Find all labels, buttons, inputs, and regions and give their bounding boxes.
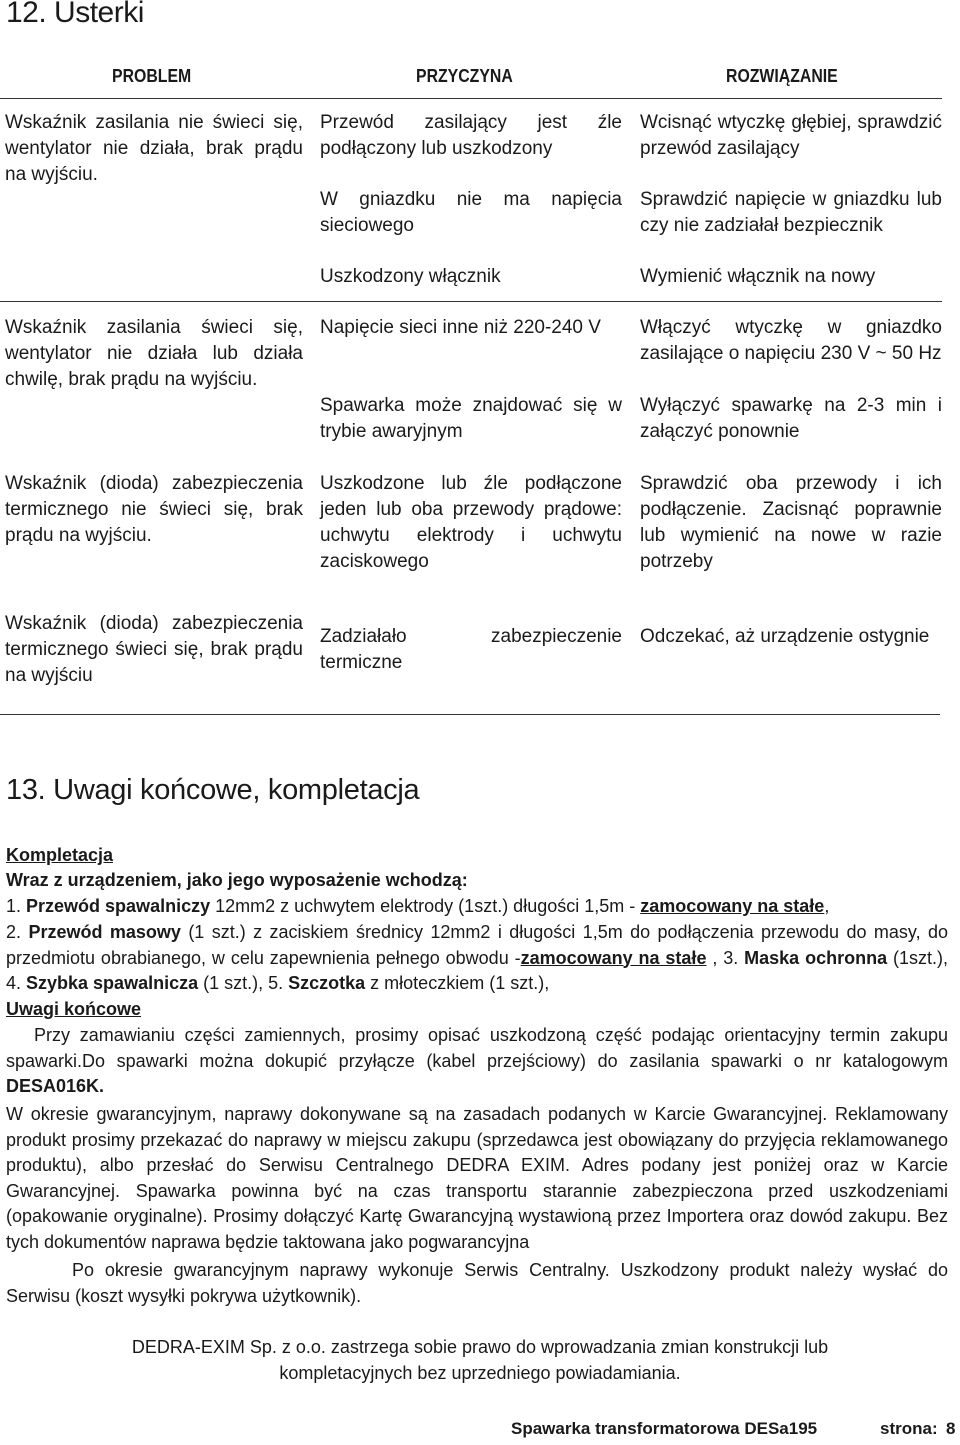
cause-1-1: Przewód zasilający jest źle podłączony lub uszkodzony (320, 112, 622, 159)
cause-3-1: Uszkodzone lub źle podłączone jeden lub oba przewody prądowe: uchwytu elektrody i uchwytu zaciskowego (320, 473, 622, 572)
solution-2-2: Wyłączyć spawarkę na 2-3 min i załączyć ponownie (640, 395, 942, 442)
item-4-text: (1 szt.), 5. (198, 973, 289, 993)
kompletacja-heading: Kompletacja (6, 845, 114, 865)
section-12-title: 12. Usterki (6, 0, 144, 29)
solution-4-1: Odczekać, aż urządzenie ostygnie (640, 626, 930, 647)
kompletacja-list-item-1 (6, 894, 948, 920)
item-5-text: z młoteczkiem (1 szt.), (365, 973, 550, 993)
problem-4: Wskaźnik (dioda) zabezpieczenia termicznego świeci się, brak prądu na wyjściu (5, 613, 303, 686)
cause-1-2: W gniazdku nie ma napięcia sieciowego (320, 189, 622, 236)
item-4-name: Szybka spawalnicza (26, 973, 199, 993)
problem-3: Wskaźnik (dioda) zabezpieczenia termicznego nie świeci się, brak prądu na wyjściu. (5, 473, 303, 546)
column-header-solution: ROZWIĄZANIE (726, 66, 838, 86)
item-2-number: 2. (6, 922, 22, 942)
item-1-name: Przewód spawalniczy (26, 896, 211, 916)
footer-page-number: 8 (946, 1419, 956, 1438)
item-1-text: 12mm2 z uchwytem elektrody (1szt.) długości 1,5m - (210, 896, 641, 916)
footer-page-label: strona: (880, 1419, 938, 1438)
item-5-name: Szczotka (288, 973, 366, 993)
item-2-name: Przewód masowy (28, 922, 181, 942)
item-3-name: Maska ochronna (744, 947, 888, 968)
cause-2-1: Napięcie sieci inne niż 220-240 V (320, 317, 601, 338)
item-2-text: (1 szt.) z zaciskiem średnicy 12mm2 i długości 1,5m do podłączenia przewodu do masy, do przedmiotu obrabianego, w celu zapewnienia pełnego obwodu - (6, 922, 949, 968)
paragraph-warranty: W okresie gwarancyjnym, naprawy dokonywane są na zasadach podanych w Karcie Gwarancyjnej. Reklamowany produkt prosimy przekazać do naprawy w miejscu zakupu (sprzedawca jest obowiązany do przyjęcia reklamowanego produktu), albo przesłać do Serwisu Centralnego DEDRA EXIM. Adres podany jest poniżej oraz w Karcie Gwarancyjnej. Spawarka powinna być na czas transportu starannie zabezpieczona przed uszkodzeniami (opakowanie oryginalne). Prosimy dołączyć Kartę Gwarancyjną wystawioną przez Importera oraz dowód zakupu. Bez tych dokumentów naprawa będzie taktowana jako pogwarancyjna (6, 1104, 948, 1252)
column-header-cause: PRZYCZYNA (416, 66, 513, 86)
header-rule (0, 98, 942, 99)
spare-parts-text: Przy zamawianiu części zamiennych, prosimy opisać uszkodzoną część podając orientacyjny termin zakupu spawarki.Do spawarki można dokupić przyłącze (kabel przejściowy) do zasilania spawarki o nr katalogowym (6, 1025, 948, 1071)
problem-1: Wskaźnik zasilania nie świeci się, wentylator nie działa, brak prądu na wyjściu. (5, 112, 303, 185)
paragraph-spare-parts (6, 1023, 948, 1100)
item-2-end: , 3. (706, 947, 745, 968)
item-1-number: 1. (6, 896, 22, 916)
row-rule (0, 301, 942, 302)
solution-2-1: Włączyć wtyczkę w gniazdko zasilające o napięciu 230 V ~ 50 Hz (640, 317, 942, 364)
cause-1-3: Uszkodzony włącznik (320, 266, 501, 287)
footer-product-name: Spawarka transformatorowa DESa195 (511, 1419, 818, 1438)
solution-1-1: Wcisnąć wtyczkę głębiej, sprawdzić przewód zasilający (640, 112, 942, 159)
kompletacja-intro: Wraz z urządzeniem, jako jego wyposażenie wchodzą: (6, 870, 468, 890)
solution-1-2: Sprawdzić napięcie w gniazdku lub czy nie zadziałał bezpiecznik (640, 189, 942, 236)
solution-3-1: Sprawdzić oba przewody i ich podłączenie. Zacisnąć poprawnie lub wymienić na nowe w razie potrzeby (640, 473, 942, 572)
item-1-end: , (824, 896, 830, 916)
paragraph-post-warranty: Po okresie gwarancyjnym naprawy wykonuje Serwis Centralny. Uszkodzony produkt należy wysłać do Serwisu (koszt wysyłki pokrywa użytkownik). (6, 1260, 948, 1306)
column-header-problem: PROBLEM (112, 66, 192, 86)
uwagi-heading: Uwagi końcowe (6, 999, 142, 1019)
item-3-text: (1szt.), 4. (6, 947, 948, 993)
notice-line-1: DEDRA-EXIM Sp. z o.o. zastrzega sobie prawo do wprowadzania zmian konstrukcji lub (131, 1337, 829, 1357)
item-2-fixed: zamocowany na stałe (520, 947, 707, 968)
notice-line-2: kompletacyjnych bez uprzedniego powiadamiania. (279, 1363, 681, 1383)
section-13-title: 13. Uwagi końcowe, kompletacja (6, 774, 420, 806)
cause-4-1: Zadziałało zabezpieczenie termiczne (320, 626, 622, 673)
solution-1-3: Wymienić włącznik na nowy (640, 266, 876, 287)
catalog-number: DESA016K. (6, 1076, 105, 1096)
item-1-fixed: zamocowany na stałe (640, 896, 825, 916)
problem-2: Wskaźnik zasilania świeci się, wentylator nie działa lub działa chwilę, brak prądu na wyjściu. (5, 317, 303, 390)
table-end-rule (0, 714, 940, 715)
kompletacja-list-items-2-5 (6, 920, 948, 997)
cause-2-2: Spawarka może znajdować się w trybie awaryjnym (320, 395, 622, 442)
